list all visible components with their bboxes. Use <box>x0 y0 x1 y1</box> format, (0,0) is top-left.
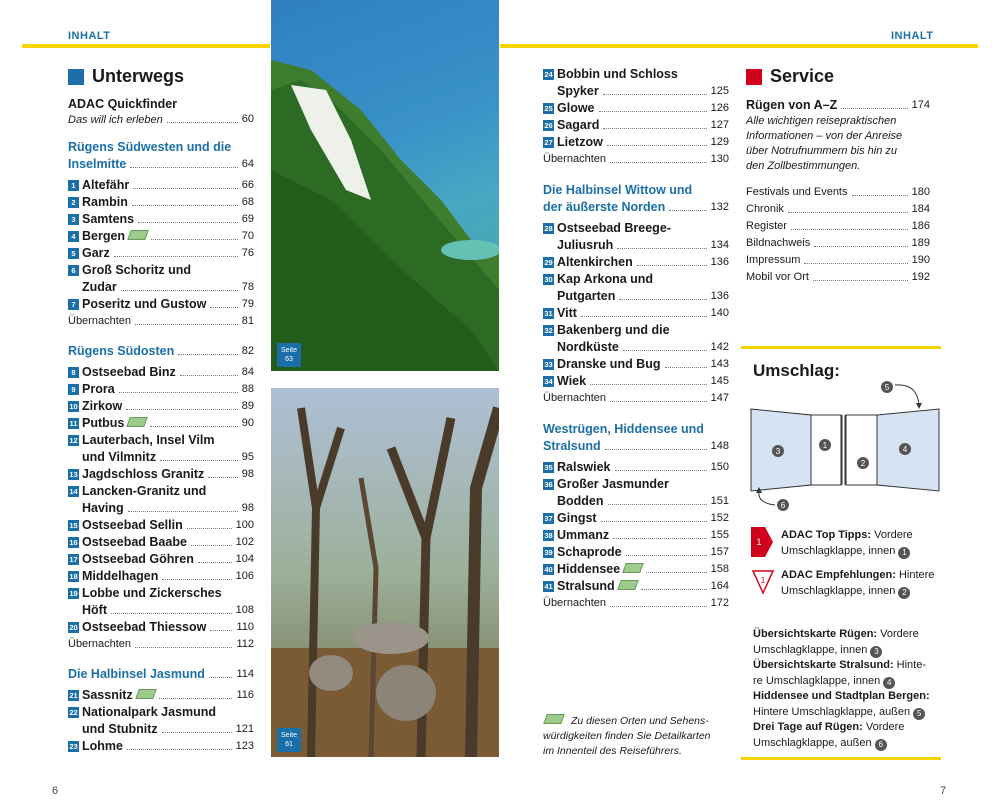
toc-entry[interactable] <box>68 381 254 398</box>
top-tipp-icon <box>751 527 775 562</box>
entry-title: Juliusruh <box>557 238 614 252</box>
entry-title: und Vilmnitz <box>82 450 157 464</box>
toc-entry[interactable] <box>68 364 254 381</box>
entry-number-badge: 38 <box>544 531 553 540</box>
entry-title: Nordküste <box>557 340 619 354</box>
entry-title: Rambin <box>82 195 128 209</box>
entry-title: Altefähr <box>82 178 130 192</box>
legend-map-stralsund: Übersichtskarte Stralsund: Hinte- re Umschlagklappe, innen 4 <box>753 659 927 687</box>
region-heading-row[interactable]: Die Halbinsel Jasmund 114 <box>68 667 254 681</box>
entry-title: Sassnitz <box>82 688 133 702</box>
entry-page: 98 <box>241 502 254 514</box>
umschlag-box <box>741 346 941 760</box>
toc-entry[interactable] <box>543 322 729 356</box>
toc-entry[interactable] <box>68 194 254 211</box>
header-left: INHALT <box>68 30 111 42</box>
diagram-label: 4 <box>902 445 908 454</box>
toc-entry[interactable] <box>68 585 254 619</box>
entry-title: Middelhagen <box>82 569 159 583</box>
cover-fold-diagram <box>745 379 941 519</box>
region-heading-row[interactable]: Inselmitte 64 <box>68 157 254 171</box>
entry-number-badge: 6 <box>68 265 79 276</box>
toc-entry[interactable] <box>68 704 254 738</box>
toc-list <box>68 364 254 636</box>
entry-title: Prora <box>82 382 115 396</box>
diagram-label: 5 <box>884 383 890 392</box>
toc-entry[interactable] <box>68 534 254 551</box>
map-icon <box>135 689 157 699</box>
entry-page: 155 <box>710 529 729 541</box>
toc-entry[interactable] <box>543 561 729 578</box>
section-unterwegs: Unterwegs <box>68 66 254 87</box>
entry-number-badge: 10 <box>69 402 78 411</box>
entry-number-badge: 17 <box>69 555 78 564</box>
toc-entry[interactable] <box>543 66 729 100</box>
toc-entry[interactable] <box>68 738 254 755</box>
entry-number-badge: 21 <box>69 691 78 700</box>
entry-page: 142 <box>710 341 729 353</box>
toc-entry[interactable] <box>68 687 254 704</box>
entry-page: 102 <box>235 536 254 548</box>
entry-page: 84 <box>241 366 254 378</box>
entry-number-badge: 20 <box>69 623 78 632</box>
toc-list <box>543 459 729 595</box>
diagram-label: 3 <box>775 447 781 456</box>
entry-page: 66 <box>241 179 254 191</box>
entry-number-badge: 7 <box>68 299 79 310</box>
entry-title: Poseritz und Gustow <box>82 297 207 311</box>
entry-title: Gingst <box>557 511 597 525</box>
entry-title: Höft <box>82 603 107 617</box>
legend-map-hiddensee: Hiddensee und Stadtplan Bergen: Hintere Umschlagklappe, außen 5 <box>753 690 930 718</box>
legend-top-tipps: ADAC Top Tipps: Vordere Umschlagklappe, innen 1 <box>781 529 913 557</box>
entry-number-badge: 3 <box>68 214 79 225</box>
entry-number-badge: 5 <box>68 248 79 259</box>
entry-page: 76 <box>241 247 254 259</box>
entry-title: Ostseebad Baabe <box>82 535 187 549</box>
section-service: Service <box>746 66 930 87</box>
entry-title: Kap Arkona und <box>557 272 654 286</box>
entry-number-badge: 23 <box>69 742 78 751</box>
header-rule-left <box>22 44 270 48</box>
toc-entry[interactable] <box>543 544 729 561</box>
entry-title: Lancken-Granitz und <box>82 484 207 498</box>
az-description: Alle wichtigen reisepraktischen <box>746 115 897 127</box>
entry-title: Wiek <box>557 374 587 388</box>
entry-page: 134 <box>710 239 729 251</box>
entry-number-badge: 13 <box>69 470 78 479</box>
entry-number-badge: 2 <box>68 197 79 208</box>
service-list <box>746 184 930 286</box>
entry-number-badge: 24 <box>544 70 553 79</box>
toc-entry[interactable] <box>68 483 254 517</box>
entry-title: Schaprode <box>557 545 622 559</box>
toc-row-az[interactable]: Rügen von A–Z 174 <box>746 98 930 112</box>
entry-page: 125 <box>710 85 729 97</box>
entry-number-badge: 35 <box>544 463 553 472</box>
column-service: Service Rügen von A–Z 174 Alle wichtigen reisepraktischen Informationen – von der Anreise über Notrufnummern bis hin zu den Zollbestimmungen. Festivals und Events 180 Chronik 184 Register 186 Bildnachweis 189 Impressum 190 Mobil vor Ort 192 <box>746 66 930 286</box>
entry-page: 158 <box>710 563 729 575</box>
toc-list <box>68 687 254 755</box>
toc-entry[interactable] <box>68 415 254 432</box>
toc-list <box>543 220 729 390</box>
page-number-right: 7 <box>940 785 947 797</box>
entry-title: Putgarten <box>557 289 616 303</box>
entry-page: 151 <box>710 495 729 507</box>
entry-number-badge: 14 <box>69 487 78 496</box>
toc-entry[interactable] <box>68 551 254 568</box>
toc-list <box>68 177 254 313</box>
entry-title: Bakenberg und die <box>557 323 670 337</box>
entry-title: Bergen <box>82 229 126 243</box>
toc-entry[interactable] <box>68 517 254 534</box>
entry-number-badge: 25 <box>544 104 553 113</box>
entry-number-badge: 8 <box>68 367 79 378</box>
service-row[interactable]: Mobil vor Ort 192 <box>746 271 930 283</box>
map-icon <box>543 714 565 724</box>
entry-number-badge: 33 <box>544 360 553 369</box>
legend-drei-tage: Drei Tage auf Rügen: Vordere Umschlagklappe, außen 6 <box>753 721 905 749</box>
entry-page: 88 <box>241 383 254 395</box>
entry-page: 90 <box>241 417 254 429</box>
toc-entry[interactable] <box>68 296 254 313</box>
entry-number-badge: 29 <box>544 258 553 267</box>
entry-page: 136 <box>710 290 729 302</box>
column-unterwegs <box>68 66 254 755</box>
quickfinder-title[interactable]: ADAC Quickfinder <box>68 97 178 111</box>
entry-number-badge: 16 <box>69 538 78 547</box>
entry-title: Sagard <box>557 118 600 132</box>
toc-entry[interactable] <box>68 262 254 296</box>
toc-entry[interactable] <box>543 459 729 476</box>
entry-title: Lietzow <box>557 135 603 149</box>
photo-cliff-image <box>271 0 499 371</box>
toc-entry[interactable] <box>543 305 729 322</box>
map-icon <box>617 580 639 590</box>
photo-page-badge: Seite 63 <box>277 343 301 367</box>
blue-square-icon <box>68 69 84 85</box>
entry-title: Dranske und Bug <box>557 357 661 371</box>
toc-entry[interactable] <box>68 228 254 245</box>
entry-number-badge: 31 <box>544 309 553 318</box>
entry-number-badge: 40 <box>544 565 553 574</box>
entry-page: 123 <box>235 740 254 752</box>
entry-title: Lohme <box>82 739 123 753</box>
entry-number-badge: 34 <box>544 377 553 386</box>
photo-dolmen-image <box>271 388 499 757</box>
entry-page: 150 <box>710 461 729 473</box>
entry-number-badge: 32 <box>544 326 553 335</box>
entry-title: Nationalpark Jasmund <box>82 705 217 719</box>
legend-empfehlungen: ADAC Empfehlungen: Hintere Umschlagklappe, innen 2 <box>781 569 935 597</box>
entry-number-badge: 30 <box>544 275 553 284</box>
entry-page: 157 <box>710 546 729 558</box>
entry-page: 100 <box>235 519 254 531</box>
entry-page: 145 <box>710 375 729 387</box>
column-toc-continued <box>543 66 729 612</box>
map-icon <box>127 417 149 427</box>
entry-page: 140 <box>710 307 729 319</box>
entry-title: Glowe <box>557 101 595 115</box>
toc-entry[interactable] <box>68 619 254 636</box>
toc-list <box>543 66 729 151</box>
entry-title: Zudar <box>82 280 117 294</box>
entry-number-badge: 9 <box>68 384 79 395</box>
empfehlung-icon <box>751 567 775 600</box>
entry-page: 116 <box>236 689 254 701</box>
toc-row[interactable]: Das will ich erleben 60 <box>68 113 254 126</box>
photo-dolmen <box>271 388 499 757</box>
entry-page: 108 <box>235 604 254 616</box>
toc-entry[interactable] <box>68 466 254 483</box>
entry-page: 78 <box>241 281 254 293</box>
diagram-label: 1 <box>822 441 828 450</box>
entry-title: Ralswiek <box>557 460 611 474</box>
toc-entry[interactable] <box>68 398 254 415</box>
region-heading[interactable]: Die Halbinsel Wittow und <box>543 183 693 197</box>
entry-title: Samtens <box>82 212 135 226</box>
page-number-left: 6 <box>52 785 59 797</box>
entry-page: 89 <box>241 400 254 412</box>
toc-entry[interactable] <box>543 476 729 510</box>
svg-text:1: 1 <box>756 537 762 547</box>
entry-title: Spyker <box>557 84 599 98</box>
entry-number-badge: 15 <box>69 521 78 530</box>
toc-entry[interactable] <box>68 211 254 228</box>
region-heading-row[interactable]: Stralsund 148 <box>543 439 729 453</box>
toc-entry[interactable] <box>543 510 729 527</box>
entry-title: Stralsund <box>557 579 615 593</box>
entry-title: Bodden <box>557 494 604 508</box>
region-heading[interactable]: Westrügen, Hiddensee und <box>543 422 704 436</box>
entry-page: 69 <box>241 213 254 225</box>
entry-title: Having <box>82 501 124 515</box>
entry-page: 126 <box>710 102 729 114</box>
entry-title: Lauterbach, Insel Vilm <box>82 433 215 447</box>
entry-title: Vitt <box>557 306 577 320</box>
entry-title: und Stubnitz <box>82 722 158 736</box>
photo-cliff <box>271 0 499 371</box>
entry-number-badge: 37 <box>544 514 553 523</box>
toc-entry[interactable] <box>68 245 254 262</box>
region-heading[interactable]: Rügens Südwesten und die <box>68 140 232 154</box>
service-row[interactable]: Festivals und Events 180 <box>746 186 930 198</box>
legend-map-ruegen: Übersichtskarte Rügen: Vordere Umschlagklappe, innen 3 <box>753 628 919 656</box>
diagram-label: 2 <box>860 459 866 468</box>
entry-page: 136 <box>710 256 729 268</box>
header-right: INHALT <box>891 30 934 42</box>
map-icon <box>127 230 149 240</box>
toc-entry[interactable] <box>68 177 254 194</box>
entry-title: Putbus <box>82 416 125 430</box>
entry-number-badge: 22 <box>69 708 78 717</box>
entry-title: Ummanz <box>557 528 610 542</box>
entry-number-badge: 18 <box>69 572 78 581</box>
legend-maps <box>753 627 941 751</box>
toc-row-uebernachten[interactable]: Übernachten 130 <box>543 153 729 165</box>
map-icon <box>622 563 644 573</box>
photo-page-badge: Seite 61 <box>277 728 301 752</box>
toc-entry[interactable] <box>543 100 729 117</box>
toc-entry[interactable] <box>543 134 729 151</box>
entry-number-badge: 26 <box>544 121 553 130</box>
region-heading-row[interactable]: Rügens Südosten 82 <box>68 344 254 358</box>
service-row[interactable]: Bildnachweis 189 <box>746 237 930 249</box>
entry-number-badge: 27 <box>544 138 553 147</box>
svg-text:1: 1 <box>760 576 766 585</box>
toc-entry[interactable] <box>68 568 254 585</box>
service-row[interactable]: Register 186 <box>746 220 930 232</box>
toc-entry[interactable] <box>543 271 729 305</box>
entry-title: Bobbin und Schloss <box>557 67 678 81</box>
entry-title: Großer Jasmunder <box>557 477 669 491</box>
entry-page: 79 <box>241 298 254 310</box>
entry-number-badge: 36 <box>544 480 553 489</box>
entry-title: Ostseebad Thiessow <box>82 620 207 634</box>
toc-entry[interactable] <box>543 254 729 271</box>
toc-entry[interactable] <box>68 432 254 466</box>
service-row[interactable]: Chronik 184 <box>746 203 930 215</box>
entry-page: 121 <box>235 723 254 735</box>
toc-row-uebernachten[interactable]: Übernachten 81 <box>68 315 254 327</box>
entry-title: Groß Schoritz und <box>82 263 192 277</box>
entry-number-badge: 1 <box>68 180 79 191</box>
diagram-label: 6 <box>780 501 786 510</box>
entry-page: 98 <box>241 468 254 480</box>
entry-number-badge: 41 <box>544 582 553 591</box>
entry-page: 104 <box>235 553 254 565</box>
entry-number-badge: 12 <box>69 436 78 445</box>
entry-number-badge: 4 <box>68 231 79 242</box>
toc-entry[interactable] <box>543 220 729 254</box>
map-note: Zu diesen Orten und Sehens- würdigkeiten finden Sie Detailkarten im Innenteil des Reiseführers. <box>543 715 711 757</box>
entry-title: Altenkirchen <box>557 255 633 269</box>
toc-row-uebernachten[interactable]: Übernachten 112 <box>68 638 254 650</box>
entry-page: 70 <box>241 230 254 242</box>
entry-number-badge: 19 <box>69 589 78 598</box>
toc-entry[interactable] <box>543 356 729 373</box>
toc-entry[interactable] <box>543 578 729 595</box>
entry-page: 164 <box>710 580 729 592</box>
entry-title: Ostseebad Göhren <box>82 552 194 566</box>
toc-entry[interactable] <box>543 117 729 134</box>
entry-page: 143 <box>710 358 729 370</box>
entry-title: Hiddensee <box>557 562 621 576</box>
header-rule-right <box>500 44 978 48</box>
umschlag-title: Umschlag: <box>753 361 840 380</box>
entry-title: Garz <box>82 246 110 260</box>
entry-number-badge: 11 <box>69 419 78 428</box>
entry-page: 106 <box>235 570 254 582</box>
toc-entry[interactable] <box>543 527 729 544</box>
entry-number-badge: 28 <box>544 224 553 233</box>
red-square-icon <box>746 69 762 85</box>
entry-title: Zirkow <box>82 399 123 413</box>
entry-number-badge: 39 <box>544 548 553 557</box>
entry-page: 152 <box>710 512 729 524</box>
entry-page: 110 <box>236 621 254 633</box>
entry-page: 68 <box>241 196 254 208</box>
entry-page: 127 <box>710 119 729 131</box>
entry-page: 129 <box>710 136 729 148</box>
entry-title: Ostseebad Sellin <box>82 518 183 532</box>
toc-row-uebernachten[interactable]: Übernachten 172 <box>543 597 729 609</box>
entry-page: 95 <box>241 451 254 463</box>
toc-entry[interactable] <box>543 373 729 390</box>
entry-title: Lobbe und Zickersches <box>82 586 222 600</box>
region-heading-row[interactable]: der äußerste Norden 132 <box>543 200 729 214</box>
service-row[interactable]: Impressum 190 <box>746 254 930 266</box>
entry-title: Ostseebad Binz <box>82 365 176 379</box>
toc-row-uebernachten[interactable]: Übernachten 147 <box>543 392 729 404</box>
entry-title: Jagdschloss Granitz <box>82 467 205 481</box>
entry-title: Ostseebad Breege- <box>557 221 671 235</box>
